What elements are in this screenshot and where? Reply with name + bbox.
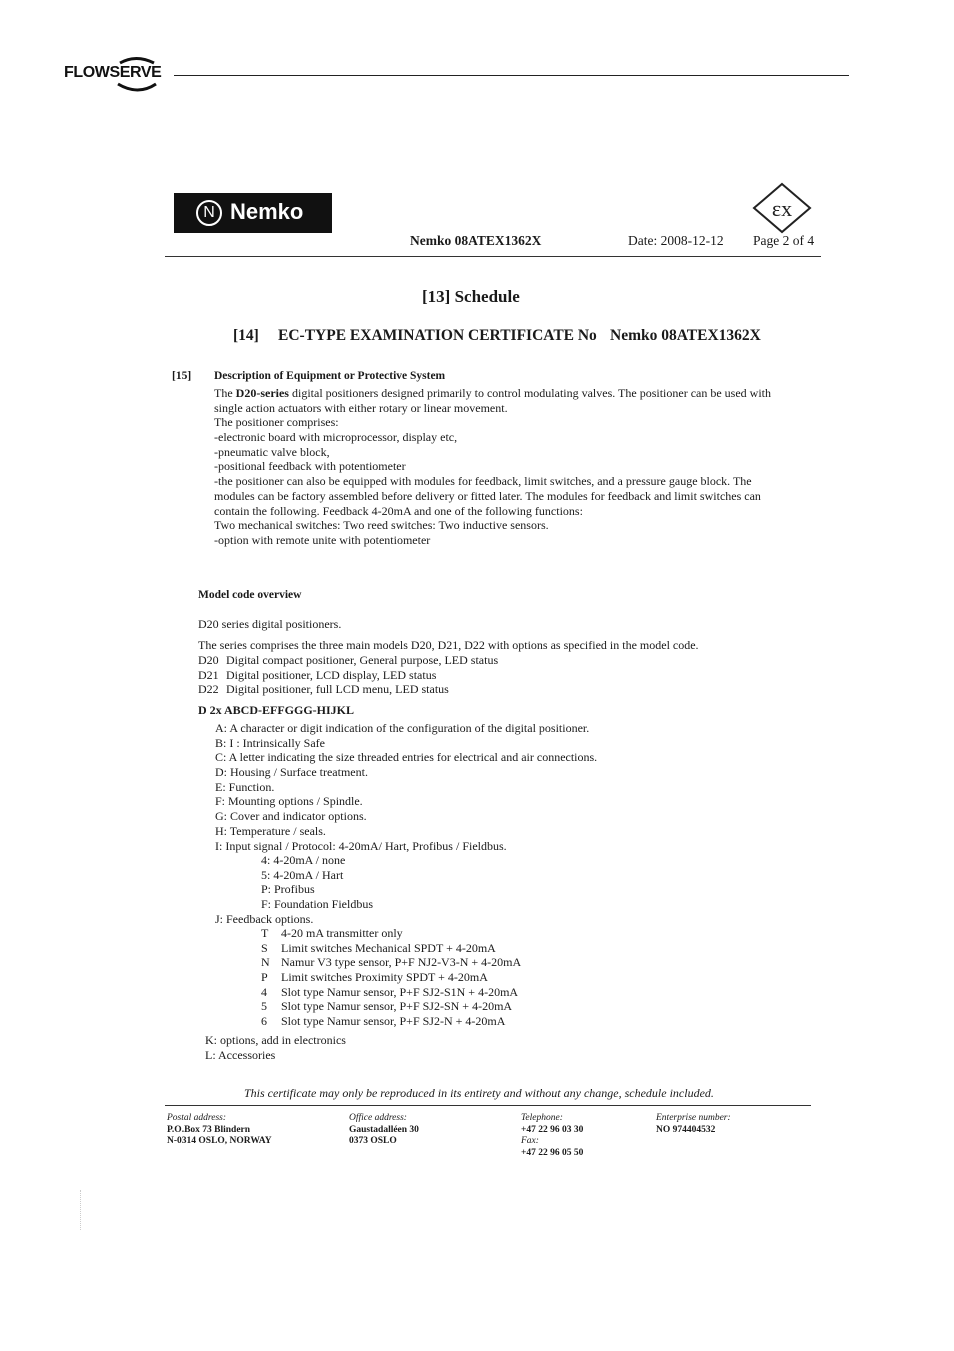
description-line: -option with remote unite with potentiometer [214, 532, 431, 547]
cert-number-label: [14] [233, 327, 259, 344]
feedback-options-list [261, 926, 521, 1029]
description-block [214, 386, 771, 548]
postal-address: Postal address: P.O.Box 73 Blindern N-0314 OSLO, NORWAY [167, 1113, 272, 1146]
scan-margin-marks [80, 1190, 82, 1230]
description-line: single action actuators with either rotary or linear movement. [214, 400, 508, 415]
nemko-n-icon: N [196, 200, 222, 226]
description-line: -positional feedback with potentiometer [214, 459, 406, 474]
feedback-option: P Limit switches Proximity SPDT + 4-20mA [261, 970, 488, 985]
model-intro: D20 series digital positioners. [198, 617, 342, 631]
code-letter-item: A: A character or digit indication of the configuration of the digital positioner. [215, 721, 590, 735]
description-line: Two mechanical switches: Two reed switches: Two inductive sensors. [214, 518, 549, 533]
tail-list [205, 1033, 346, 1062]
description-line: The positioner comprises: [214, 415, 339, 430]
code-letter-item: D: Housing / Surface treatment. [215, 765, 368, 780]
model-comprises: The series comprises the three main models D20, D21, D22 with options as specified in the model code. [198, 638, 699, 652]
description-line: -electronic board with microprocessor, display etc, [214, 430, 458, 445]
feedback-option: 4 Slot type Namur sensor, P+F SJ2-S1N + 4-20mA [261, 984, 519, 999]
tail-item: L: Accessories [205, 1047, 276, 1062]
telephone-label: Telephone: [521, 1113, 563, 1123]
postal-label: Postal address: [167, 1113, 227, 1123]
code-letter-item: G: Cover and indicator options. [215, 809, 367, 824]
telephone-block: Telephone: +47 22 96 03 30 Fax: +47 22 96 05 50 [521, 1113, 584, 1158]
model-row: D22 Digital positioner, full LCD menu, LED status [198, 682, 449, 697]
schedule-title: [13] Schedule [422, 287, 520, 306]
feedback-option: 6 Slot type Namur sensor, P+F SJ2-N + 4-20mA [261, 1014, 506, 1029]
office-address: Office address: Gaustadalléen 30 0373 OSLO [349, 1113, 419, 1146]
model-heading: Model code overview [198, 589, 302, 601]
enterprise-label: Enterprise number: [656, 1113, 731, 1123]
code-letter-list [215, 721, 597, 853]
description-line: The D20-series digital positioners designed primarily to control modulating valves. The positioner can be used with [214, 386, 772, 400]
nemko-wordmark: Nemko [230, 199, 304, 224]
cert-title: EC-TYPE EXAMINATION CERTIFICATE No [278, 327, 597, 344]
description-line: -the positioner can also be equipped with modules for feedback, limit switches, and a pressure gauge block. The [214, 474, 752, 489]
model-row: D20 Digital compact positioner, General purpose, LED status [198, 653, 499, 667]
input-option: 4: 4-20mA / none [261, 853, 346, 867]
feedback-option: 5 Slot type Namur sensor, P+F SJ2-SN + 4-20mA [261, 999, 513, 1014]
flowserve-wordmark: FLOWSERVE [64, 64, 162, 81]
cert-value: Nemko 08ATEX1362X [610, 327, 761, 344]
description-line: contain the following. Feedback 4-20mA and one of the following functions: [214, 503, 583, 518]
input-option: P: Profibus [261, 882, 315, 897]
series-name: D20-series [235, 386, 289, 400]
section-number: [15] [172, 370, 192, 382]
footer-divider [165, 1105, 811, 1106]
model-row: D21 Digital positioner, LCD display, LED status [198, 667, 437, 682]
reproduction-note: This certificate may only be reproduced in its entirety and without any change, schedule included. [244, 1086, 714, 1100]
code-letter-item: E: Function. [215, 779, 275, 794]
input-option: F: Foundation Fieldbus [261, 897, 374, 912]
feedback-option: N Namur V3 type sensor, P+F NJ2-V3-N + 4-20mA [261, 955, 522, 970]
office-label: Office address: [349, 1113, 407, 1123]
input-options-list [261, 853, 373, 912]
atex-ex-icon [752, 182, 812, 234]
code-letter-item: F: Mounting options / Spindle. [215, 794, 363, 809]
header-page: Page 2 of 4 [753, 233, 815, 248]
nemko-logo [174, 193, 332, 233]
header-cert-no: Nemko 08ATEX1362X [410, 233, 542, 248]
code-letter-item: I: Input signal / Protocol: 4-20mA/ Hart, Profibus / Fieldbus. [215, 838, 507, 853]
enterprise-block: Enterprise number: NO 974404532 [656, 1113, 731, 1135]
header-divider [165, 256, 821, 257]
header-date: Date: 2008-12-12 [628, 233, 724, 248]
feedback-option: S Limit switches Mechanical SPDT + 4-20mA [261, 940, 496, 955]
model-list [198, 653, 498, 697]
description-line: modules can be factory assembled before delivery or fitted later. The modules for feedback and limit switches can [214, 488, 761, 503]
fax-label: Fax: [521, 1136, 539, 1146]
flowserve-logo [62, 54, 172, 94]
description-line: -pneumatic valve block, [214, 444, 330, 459]
code-letter-item: C: A letter indicating the size threaded entries for electrical and air connections. [215, 750, 598, 765]
header-rule [174, 75, 849, 76]
model-code-title: D 2x ABCD-EFFGGG-HIJKL [198, 703, 355, 717]
input-option: 5: 4-20mA / Hart [261, 867, 344, 882]
atex-ex-label: εx [771, 196, 793, 221]
section-heading: Description of Equipment or Protective System [214, 370, 446, 382]
tail-item: K: options, add in electronics [205, 1033, 346, 1047]
feedback-option: T 4-20 mA transmitter only [261, 926, 403, 940]
code-letter-item: H: Temperature / seals. [215, 823, 326, 838]
feedback-label: J: Feedback options. [215, 912, 314, 926]
code-letter-item: B: I : Intrinsically Safe [215, 735, 325, 750]
